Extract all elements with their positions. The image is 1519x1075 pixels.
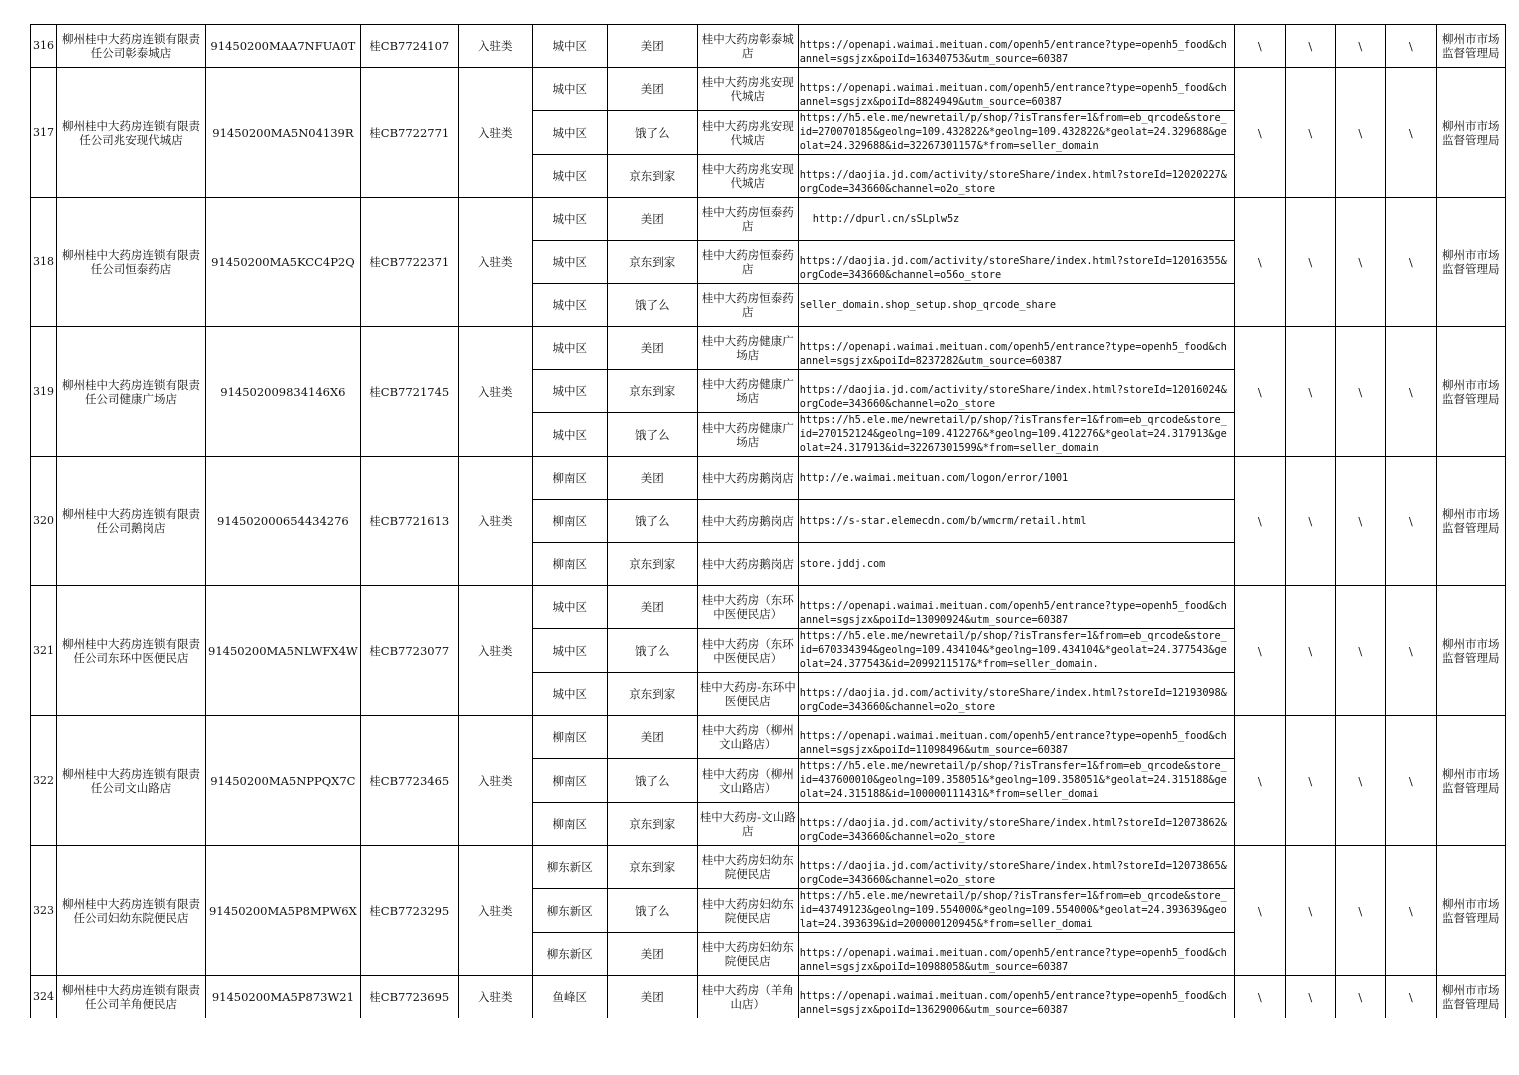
row-number: 319 bbox=[31, 327, 57, 457]
platform-name: 美团 bbox=[607, 25, 697, 68]
platform-name: 饿了么 bbox=[607, 284, 697, 327]
mark-cell: \ bbox=[1285, 68, 1335, 198]
district: 柳南区 bbox=[532, 500, 607, 543]
table-body bbox=[31, 25, 1506, 1018]
store-url: https://daojia.jd.com/activity/storeShare/index.html?storeId=12193098&orgCode=343660&channel=o2o_store bbox=[798, 673, 1234, 716]
mark-cell: \ bbox=[1335, 846, 1385, 976]
store-url: https://daojia.jd.com/activity/storeShare/index.html?storeId=12020227&orgCode=343660&channel=o2o_store bbox=[798, 155, 1234, 198]
platform-name: 饿了么 bbox=[607, 629, 697, 673]
mark-cell: \ bbox=[1385, 846, 1436, 976]
platform-name: 京东到家 bbox=[607, 673, 697, 716]
district: 城中区 bbox=[532, 68, 607, 111]
platform-name: 京东到家 bbox=[607, 370, 697, 413]
mark-cell: \ bbox=[1335, 198, 1385, 327]
store-url: seller_domain.shop_setup.shop_qrcode_share bbox=[798, 284, 1234, 327]
store-name: 桂中大药房-东环中医便民店 bbox=[697, 673, 798, 716]
platform-name: 京东到家 bbox=[607, 803, 697, 846]
district: 城中区 bbox=[532, 673, 607, 716]
category: 入驻类 bbox=[458, 198, 532, 327]
store-name: 桂中大药房彰泰城店 bbox=[697, 25, 798, 68]
mark-cell: \ bbox=[1285, 198, 1335, 327]
platform-name: 美团 bbox=[607, 457, 697, 500]
platform-name: 美团 bbox=[607, 933, 697, 976]
district: 城中区 bbox=[532, 241, 607, 284]
company-name: 柳州桂中大药房连锁有限责任公司健康广场店 bbox=[57, 327, 206, 457]
store-name: 桂中大药房妇幼东院便民店 bbox=[697, 889, 798, 933]
table-row bbox=[31, 457, 1506, 500]
credit-code: 91450200MA5N04139R bbox=[206, 68, 361, 198]
platform-name: 美团 bbox=[607, 198, 697, 241]
mark-cell: \ bbox=[1335, 976, 1385, 1018]
license-number: 桂CB7724107 bbox=[360, 25, 458, 68]
regulator: 柳州市市场监督管理局 bbox=[1436, 716, 1505, 846]
platform-name: 饿了么 bbox=[607, 500, 697, 543]
license-number: 桂CB7721745 bbox=[360, 327, 458, 457]
company-name: 柳州桂中大药房连锁有限责任公司妇幼东院便民店 bbox=[57, 846, 206, 976]
table-row bbox=[31, 198, 1506, 241]
platform-name: 美团 bbox=[607, 976, 697, 1018]
license-number: 桂CB7722771 bbox=[360, 68, 458, 198]
row-number: 322 bbox=[31, 716, 57, 846]
company-name: 柳州桂中大药房连锁有限责任公司东环中医便民店 bbox=[57, 586, 206, 716]
mark-cell: \ bbox=[1234, 25, 1285, 68]
district: 柳东新区 bbox=[532, 889, 607, 933]
store-url: https://s-star.elemecdn.com/b/wmcrm/retail.html bbox=[798, 500, 1234, 543]
table-row bbox=[31, 68, 1506, 111]
row-number: 317 bbox=[31, 68, 57, 198]
company-name: 柳州桂中大药房连锁有限责任公司羊角便民店 bbox=[57, 976, 206, 1018]
regulator: 柳州市市场监督管理局 bbox=[1436, 976, 1505, 1018]
category: 入驻类 bbox=[458, 327, 532, 457]
license-number: 桂CB7722371 bbox=[360, 198, 458, 327]
store-name: 桂中大药房（东环中医便民店） bbox=[697, 586, 798, 629]
table-row bbox=[31, 327, 1506, 370]
platform-name: 饿了么 bbox=[607, 413, 697, 457]
store-name: 桂中大药房健康广场店 bbox=[697, 413, 798, 457]
store-name: 桂中大药房鹅岗店 bbox=[697, 457, 798, 500]
table-row bbox=[31, 586, 1506, 629]
row-number: 320 bbox=[31, 457, 57, 586]
store-url: https://h5.ele.me/newretail/p/shop/?isTransfer=1&from=eb_qrcode&store_id=43749123&geolng=109.554000&*geolng=109.554000&*geolat=24.393639&geolat=24.393639&id=200000120945&*from=seller_domai bbox=[798, 889, 1234, 933]
category: 入驻类 bbox=[458, 25, 532, 68]
mark-cell: \ bbox=[1234, 327, 1285, 457]
platform-name: 饿了么 bbox=[607, 759, 697, 803]
store-name: 桂中大药房（东环中医便民店） bbox=[697, 629, 798, 673]
store-url: https://openapi.waimai.meituan.com/openh5/entrance?type=openh5_food&channel=sgsjzx&poiId=13090924&utm_source=60387 bbox=[798, 586, 1234, 629]
row-number: 324 bbox=[31, 976, 57, 1018]
row-number: 323 bbox=[31, 846, 57, 976]
row-number: 318 bbox=[31, 198, 57, 327]
mark-cell: \ bbox=[1385, 976, 1436, 1018]
district: 柳南区 bbox=[532, 457, 607, 500]
platform-name: 美团 bbox=[607, 68, 697, 111]
regulator: 柳州市市场监督管理局 bbox=[1436, 25, 1505, 68]
mark-cell: \ bbox=[1285, 716, 1335, 846]
district: 城中区 bbox=[532, 25, 607, 68]
row-number: 321 bbox=[31, 586, 57, 716]
credit-code: 91450200MA5P873W21 bbox=[206, 976, 361, 1018]
row-number: 316 bbox=[31, 25, 57, 68]
regulator: 柳州市市场监督管理局 bbox=[1436, 586, 1505, 716]
category: 入驻类 bbox=[458, 586, 532, 716]
platform-name: 美团 bbox=[607, 327, 697, 370]
district: 鱼峰区 bbox=[532, 976, 607, 1018]
table-row bbox=[31, 25, 1506, 68]
credit-code: 91450200MA5KCC4P2Q bbox=[206, 198, 361, 327]
mark-cell: \ bbox=[1234, 716, 1285, 846]
license-number: 桂CB7721613 bbox=[360, 457, 458, 586]
mark-cell: \ bbox=[1285, 586, 1335, 716]
category: 入驻类 bbox=[458, 846, 532, 976]
store-name: 桂中大药房健康广场店 bbox=[697, 327, 798, 370]
store-url: https://h5.ele.me/newretail/p/shop/?isTransfer=1&from=eb_qrcode&store_id=270070185&geolng=109.432822&*geolng=109.432822&*geolat=24.329688&geolat=24.329688&id=32267301157&*from=seller_domain bbox=[798, 111, 1234, 155]
store-url: https://daojia.jd.com/activity/storeShare/index.html?storeId=12073862&orgCode=343660&channel=o2o_store bbox=[798, 803, 1234, 846]
mark-cell: \ bbox=[1234, 976, 1285, 1018]
license-number: 桂CB7723295 bbox=[360, 846, 458, 976]
district: 城中区 bbox=[532, 629, 607, 673]
regulator: 柳州市市场监督管理局 bbox=[1436, 846, 1505, 976]
mark-cell: \ bbox=[1335, 457, 1385, 586]
store-url: https://daojia.jd.com/activity/storeShare/index.html?storeId=12073865&orgCode=343660&channel=o2o_store bbox=[798, 846, 1234, 889]
mark-cell: \ bbox=[1335, 327, 1385, 457]
mark-cell: \ bbox=[1234, 846, 1285, 976]
credit-code: 91450200MA5NLWFX4W bbox=[206, 586, 361, 716]
credit-code: 91450200MA5P8MPW6X bbox=[206, 846, 361, 976]
credit-code: 91450200MA5NPPQX7C bbox=[206, 716, 361, 846]
store-name: 桂中大药房（柳州文山路店） bbox=[697, 759, 798, 803]
store-url: https://h5.ele.me/newretail/p/shop/?isTransfer=1&from=eb_qrcode&store_id=437600010&geolng=109.358051&*geolng=109.358051&*geolat=24.315188&geolat=24.315188&id=100000111431&*from=seller_domai bbox=[798, 759, 1234, 803]
store-url: https://openapi.waimai.meituan.com/openh5/entrance?type=openh5_food&channel=sgsjzx&poiId=13629006&utm_source=60387 bbox=[798, 976, 1234, 1018]
mark-cell: \ bbox=[1285, 846, 1335, 976]
store-url: http://dpurl.cn/sSLplw5z bbox=[798, 198, 1234, 241]
regulator: 柳州市市场监督管理局 bbox=[1436, 68, 1505, 198]
store-name: 桂中大药房健康广场店 bbox=[697, 370, 798, 413]
mark-cell: \ bbox=[1234, 198, 1285, 327]
district: 柳南区 bbox=[532, 803, 607, 846]
platform-name: 饿了么 bbox=[607, 889, 697, 933]
platform-name: 京东到家 bbox=[607, 543, 697, 586]
category: 入驻类 bbox=[458, 716, 532, 846]
table-row bbox=[31, 846, 1506, 889]
mark-cell: \ bbox=[1335, 25, 1385, 68]
regulator: 柳州市市场监督管理局 bbox=[1436, 457, 1505, 586]
mark-cell: \ bbox=[1234, 457, 1285, 586]
store-url: https://h5.ele.me/newretail/p/shop/?isTransfer=1&from=eb_qrcode&store_id=670334394&geolng=109.434104&*geolng=109.434104&*geolat=24.377543&geolat=24.377543&id=2099211517&*from=seller_domain. bbox=[798, 629, 1234, 673]
mark-cell: \ bbox=[1285, 457, 1335, 586]
platform-name: 京东到家 bbox=[607, 241, 697, 284]
district: 城中区 bbox=[532, 413, 607, 457]
store-name: 桂中大药房恒泰药店 bbox=[697, 241, 798, 284]
mark-cell: \ bbox=[1335, 586, 1385, 716]
store-url: https://h5.ele.me/newretail/p/shop/?isTransfer=1&from=eb_qrcode&store_id=270152124&geolng=109.412276&*geolng=109.412276&*geolat=24.317913&geolat=24.317913&id=32267301599&*from=seller_domain bbox=[798, 413, 1234, 457]
platform-name: 美团 bbox=[607, 716, 697, 759]
mark-cell: \ bbox=[1385, 457, 1436, 586]
store-name: 桂中大药房（羊角山店） bbox=[697, 976, 798, 1018]
district: 柳南区 bbox=[532, 543, 607, 586]
district: 柳南区 bbox=[532, 716, 607, 759]
company-name: 柳州桂中大药房连锁有限责任公司彰泰城店 bbox=[57, 25, 206, 68]
category: 入驻类 bbox=[458, 68, 532, 198]
district: 城中区 bbox=[532, 327, 607, 370]
mark-cell: \ bbox=[1285, 327, 1335, 457]
store-name: 桂中大药房鹅岗店 bbox=[697, 500, 798, 543]
mark-cell: \ bbox=[1385, 716, 1436, 846]
store-url: https://openapi.waimai.meituan.com/openh5/entrance?type=openh5_food&channel=sgsjzx&poiId=8237282&utm_source=60387 bbox=[798, 327, 1234, 370]
credit-code: 91450200MAA7NFUA0T bbox=[206, 25, 361, 68]
store-url: https://openapi.waimai.meituan.com/openh5/entrance?type=openh5_food&channel=sgsjzx&poiId=10988058&utm_source=60387 bbox=[798, 933, 1234, 976]
table-row bbox=[31, 976, 1506, 1018]
platform-name: 京东到家 bbox=[607, 155, 697, 198]
license-number: 桂CB7723465 bbox=[360, 716, 458, 846]
credit-code: 914502000654434276 bbox=[206, 457, 361, 586]
regulator: 柳州市市场监督管理局 bbox=[1436, 198, 1505, 327]
store-name: 桂中大药房兆安现代城店 bbox=[697, 68, 798, 111]
license-number: 桂CB7723695 bbox=[360, 976, 458, 1018]
company-name: 柳州桂中大药房连锁有限责任公司兆安现代城店 bbox=[57, 68, 206, 198]
store-url: https://daojia.jd.com/activity/storeShare/index.html?storeId=12016355&orgCode=343660&channel=o56o_store bbox=[798, 241, 1234, 284]
district: 城中区 bbox=[532, 586, 607, 629]
store-name: 桂中大药房鹅岗店 bbox=[697, 543, 798, 586]
mark-cell: \ bbox=[1385, 586, 1436, 716]
store-name: 桂中大药房恒泰药店 bbox=[697, 198, 798, 241]
credit-code: 914502009834146X6 bbox=[206, 327, 361, 457]
mark-cell: \ bbox=[1385, 25, 1436, 68]
store-name: 桂中大药房妇幼东院便民店 bbox=[697, 846, 798, 889]
district: 柳东新区 bbox=[532, 846, 607, 889]
store-name: 桂中大药房恒泰药店 bbox=[697, 284, 798, 327]
mark-cell: \ bbox=[1385, 198, 1436, 327]
category: 入驻类 bbox=[458, 457, 532, 586]
mark-cell: \ bbox=[1385, 327, 1436, 457]
license-number: 桂CB7723077 bbox=[360, 586, 458, 716]
store-name: 桂中大药房（柳州文山路店） bbox=[697, 716, 798, 759]
table-row bbox=[31, 716, 1506, 759]
district: 城中区 bbox=[532, 155, 607, 198]
mark-cell: \ bbox=[1285, 976, 1335, 1018]
mark-cell: \ bbox=[1234, 586, 1285, 716]
store-url: https://openapi.waimai.meituan.com/openh5/entrance?type=openh5_food&channel=sgsjzx&poiId=11098496&utm_source=60387 bbox=[798, 716, 1234, 759]
mark-cell: \ bbox=[1335, 716, 1385, 846]
category: 入驻类 bbox=[458, 976, 532, 1018]
district: 柳东新区 bbox=[532, 933, 607, 976]
district: 城中区 bbox=[532, 370, 607, 413]
store-name: 桂中大药房兆安现代城店 bbox=[697, 155, 798, 198]
store-url: http://e.waimai.meituan.com/logon/error/1001 bbox=[798, 457, 1234, 500]
platform-name: 饿了么 bbox=[607, 111, 697, 155]
mark-cell: \ bbox=[1385, 68, 1436, 198]
store-url: https://daojia.jd.com/activity/storeShare/index.html?storeId=12016024&orgCode=343660&channel=o2o_store bbox=[798, 370, 1234, 413]
platform-name: 美团 bbox=[607, 586, 697, 629]
mark-cell: \ bbox=[1234, 68, 1285, 198]
store-url: https://openapi.waimai.meituan.com/openh5/entrance?type=openh5_food&channel=sgsjzx&poiId=16340753&utm_source=60387 bbox=[798, 25, 1234, 68]
store-name: 桂中大药房兆安现代城店 bbox=[697, 111, 798, 155]
store-url: store.jddj.com bbox=[798, 543, 1234, 586]
registry-table bbox=[30, 24, 1506, 1018]
district: 柳南区 bbox=[532, 759, 607, 803]
platform-name: 京东到家 bbox=[607, 846, 697, 889]
district: 城中区 bbox=[532, 111, 607, 155]
company-name: 柳州桂中大药房连锁有限责任公司恒泰药店 bbox=[57, 198, 206, 327]
mark-cell: \ bbox=[1335, 68, 1385, 198]
store-name: 桂中大药房妇幼东院便民店 bbox=[697, 933, 798, 976]
company-name: 柳州桂中大药房连锁有限责任公司鹅岗店 bbox=[57, 457, 206, 586]
store-url: https://openapi.waimai.meituan.com/openh5/entrance?type=openh5_food&channel=sgsjzx&poiId=8824949&utm_source=60387 bbox=[798, 68, 1234, 111]
company-name: 柳州桂中大药房连锁有限责任公司文山路店 bbox=[57, 716, 206, 846]
regulator: 柳州市市场监督管理局 bbox=[1436, 327, 1505, 457]
store-name: 桂中大药房-文山路店 bbox=[697, 803, 798, 846]
mark-cell: \ bbox=[1285, 25, 1335, 68]
district: 城中区 bbox=[532, 284, 607, 327]
district: 城中区 bbox=[532, 198, 607, 241]
